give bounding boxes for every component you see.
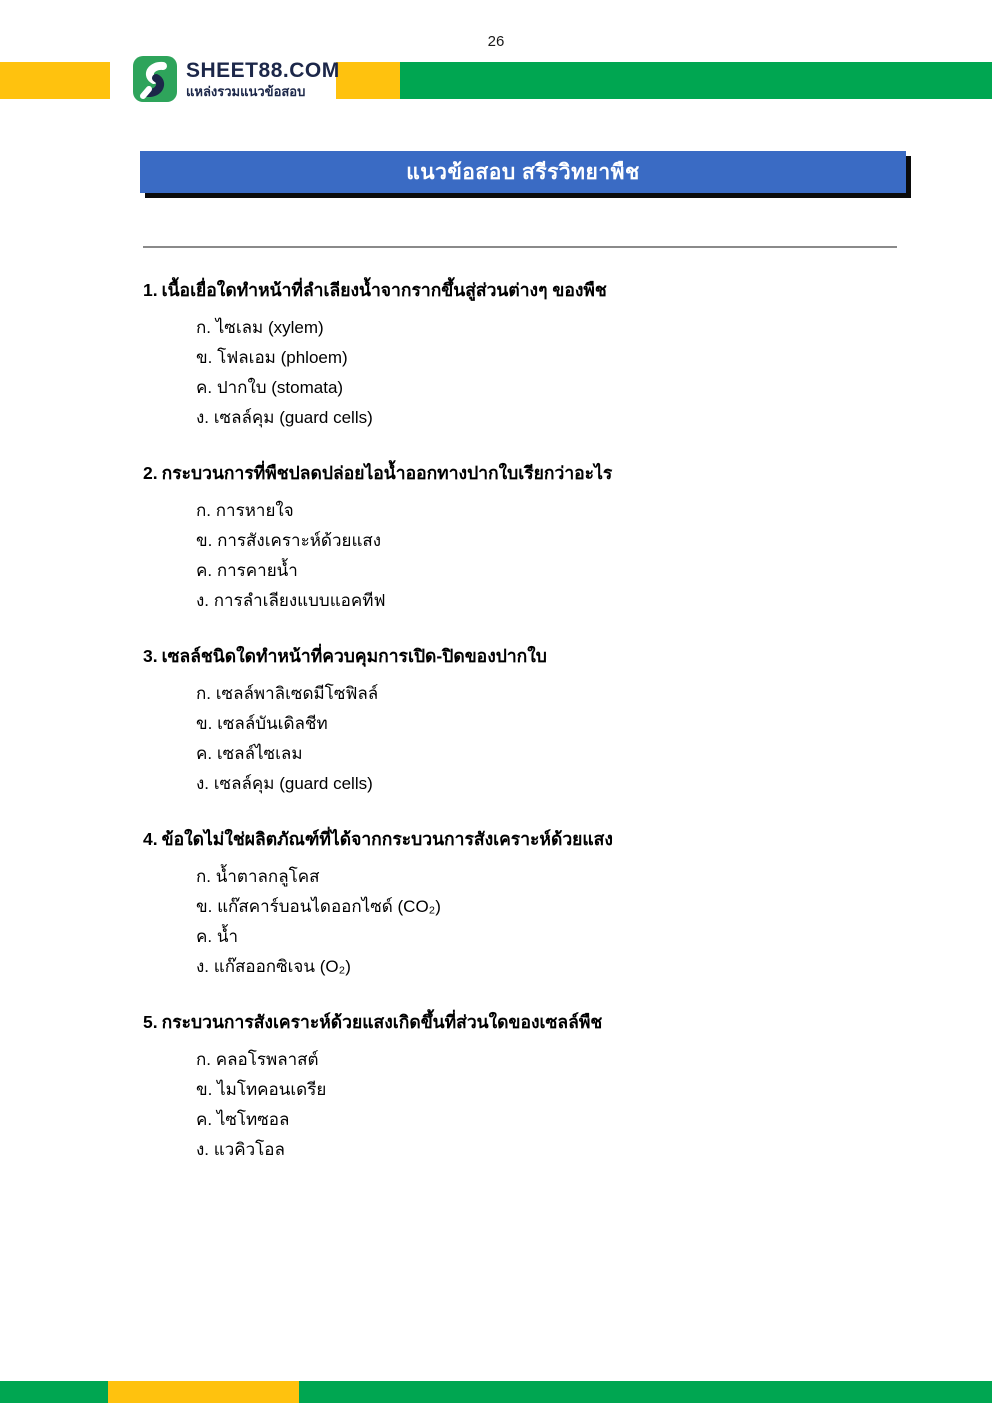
question-4 xyxy=(143,826,923,982)
option-d: ง. แวคิวโอล xyxy=(196,1140,285,1159)
footer-bar-green-right xyxy=(299,1381,992,1403)
question-text: 1. เนื้อเยื่อใดทำหน้าที่ลำเลียงน้ำจากรากขึ้นสู่ส่วนต่างๆ ของพืช xyxy=(143,280,607,300)
brand-logo xyxy=(133,56,340,102)
question-number: 4. xyxy=(143,829,158,849)
option-d: ง. การลำเลียงแบบแอคทีฟ xyxy=(196,591,386,610)
question-3 xyxy=(143,643,923,799)
option-a: ก. น้ำตาลกลูโคส xyxy=(196,867,320,886)
brand-tagline: แหล่งรวมแนวข้อสอบ xyxy=(186,83,306,99)
page-number: 26 xyxy=(487,33,505,50)
option-b: ข. การสังเคราะห์ด้วยแสง xyxy=(196,531,382,550)
title-banner xyxy=(140,151,906,193)
question-number: 1. xyxy=(143,280,158,300)
question-list xyxy=(143,277,923,1192)
option-c: ค. การคายน้ำ xyxy=(196,561,298,580)
option-d: ง. เซลล์คุม (guard cells) xyxy=(196,774,373,793)
header-bar-yellow-right xyxy=(336,62,400,99)
footer-bar-yellow xyxy=(108,1381,299,1403)
option-group xyxy=(196,1045,923,1165)
option-group xyxy=(196,862,923,982)
question-text: 5. กระบวนการสังเคราะห์ด้วยแสงเกิดขึ้นที่ส่วนใดของเซลล์พืช xyxy=(143,1012,603,1032)
option-c: ค. เซลล์ไซเลม xyxy=(196,744,303,763)
option-c: ค. ไซโทซอล xyxy=(196,1110,290,1129)
option-a: ก. คลอโรพลาสต์ xyxy=(196,1050,319,1069)
option-b: ข. แก๊สคาร์บอนไดออกไซด์ (CO₂) xyxy=(196,897,441,916)
question-text: 2. กระบวนการที่พืชปลดปล่อยไอน้ำออกทางปากใบเรียกว่าอะไร xyxy=(143,463,613,483)
divider-rule xyxy=(143,246,897,248)
question-5 xyxy=(143,1009,923,1165)
option-d: ง. เซลล์คุม (guard cells) xyxy=(196,408,373,427)
brand-name: SHEET88.COM xyxy=(186,58,340,82)
question-number: 5. xyxy=(143,1012,158,1032)
header-bar-yellow-left xyxy=(0,62,110,99)
question-number: 3. xyxy=(143,646,158,666)
question-number: 2. xyxy=(143,463,158,483)
option-group xyxy=(196,313,923,433)
option-a: ก. เซลล์พาลิเซดมีโซฟิลล์ xyxy=(196,684,379,703)
option-a: ก. การหายใจ xyxy=(196,501,294,520)
option-c: ค. น้ำ xyxy=(196,927,238,946)
option-c: ค. ปากใบ (stomata) xyxy=(196,378,344,397)
option-group xyxy=(196,496,923,616)
page-title: แนวข้อสอบ สรีรวิทยาพืช xyxy=(406,160,640,184)
option-b: ข. ไมโทคอนเดรีย xyxy=(196,1080,327,1099)
question-text: 3. เซลล์ชนิดใดทำหน้าที่ควบคุมการเปิด-ปิดของปากใบ xyxy=(143,646,547,666)
option-a: ก. ไซเลม (xylem) xyxy=(196,318,324,337)
sheet88-logo-icon xyxy=(133,56,177,102)
option-b: ข. เซลล์บันเดิลชีท xyxy=(196,714,328,733)
question-1 xyxy=(143,277,923,433)
header-bar-green-right xyxy=(400,62,992,99)
option-group xyxy=(196,679,923,799)
footer-bar-green-left xyxy=(0,1381,108,1403)
question-2 xyxy=(143,460,923,616)
option-d: ง. แก๊สออกซิเจน (O₂) xyxy=(196,957,351,976)
option-b: ข. โฟลเอม (phloem) xyxy=(196,348,348,367)
question-text: 4. ข้อใดไม่ใช่ผลิตภัณฑ์ที่ได้จากกระบวนการสังเคราะห์ด้วยแสง xyxy=(143,829,613,849)
